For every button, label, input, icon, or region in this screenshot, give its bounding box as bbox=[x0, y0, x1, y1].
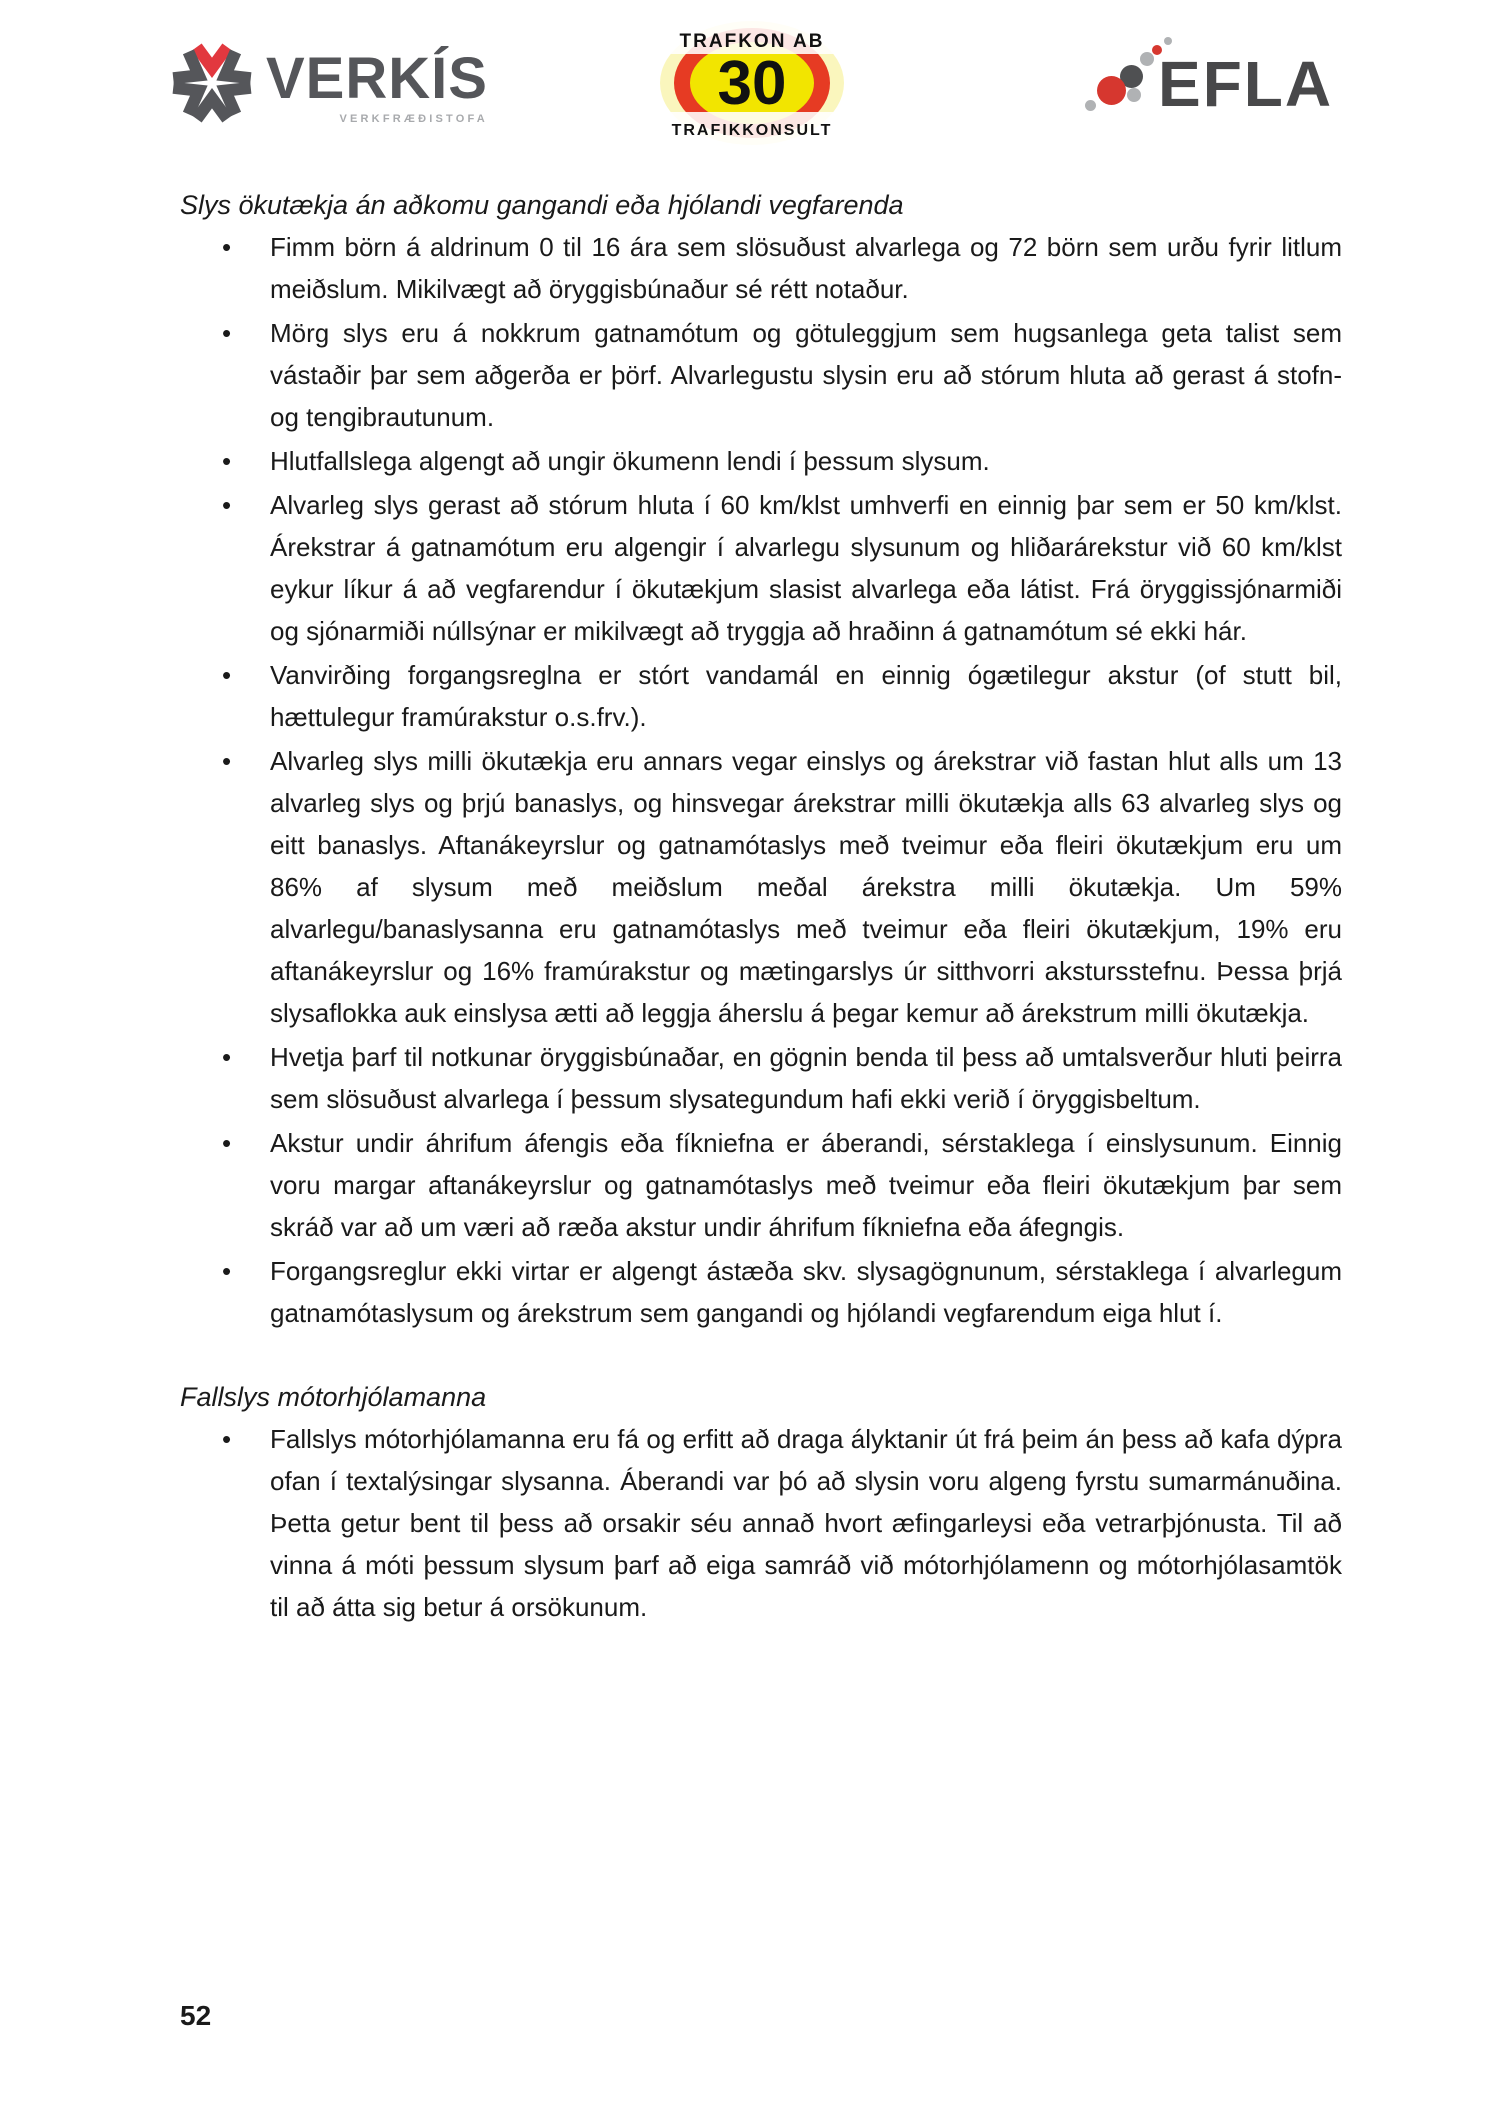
section-heading: Fallslys mótorhjólamanna bbox=[180, 1382, 487, 1412]
bullet-text: Hlutfallslega algengt að ungir ökumenn lendi í þessum slysum. bbox=[270, 446, 990, 476]
bullet-marker: • bbox=[222, 1424, 232, 1454]
efla-dot bbox=[1164, 37, 1172, 45]
bullet-item bbox=[180, 1036, 1342, 1120]
document-body bbox=[180, 184, 1342, 1630]
trafkon-sign-icon bbox=[652, 20, 852, 146]
bullet-text: Forgangsreglur ekki virtar er algengt ástæða skv. slysagögnunum, sérstaklega í alvarlegum gatnamótaslysum og árekstrum sem gangandi og hjólandi vegfarendum eiga hlut í. bbox=[270, 1256, 1342, 1328]
bullet-marker: • bbox=[222, 660, 232, 690]
bullet-item bbox=[180, 1122, 1342, 1248]
trafkon-logo bbox=[652, 20, 852, 146]
bullet-marker: • bbox=[222, 1256, 232, 1286]
efla-dot bbox=[1097, 76, 1126, 105]
trafkon-logo-top-text: TRAFKON AB bbox=[679, 31, 825, 52]
section-motorcycle-falls bbox=[180, 1376, 1342, 1628]
bullet-text: Alvarleg slys milli ökutækja eru annars vegar einslys og árekstrar við fastan hlut alls um 13 alvarleg slys og þrjú banaslys, og hinsvegar árekstrar milli ökutækja alls 63 alvarleg slys og eitt banaslys. Aftanákeyrslur og gatnamótaslys með tveimur eða fleiri ökutækjum eru um 86% af slysum með meiðslum meðal árekstra milli ökutækja. Um 59% alvarlegu/banaslysanna eru gatnamótaslys með tveimur eða fleiri ökutækjum, 19% eru aftanákeyrslur og 16% framúrakstur og mætingarslys úr sitthvorri akstursstefnu. Þessa þrjá slysaflokka auk einslysa ætti að leggja áherslu á þegar kemur að árekstrum milli ökutækja. bbox=[270, 746, 1342, 1028]
bullet-item bbox=[180, 654, 1342, 738]
bullet-marker: • bbox=[222, 746, 232, 776]
bullet-text: Fallslys mótorhjólamanna eru fá og erfitt að draga ályktanir út frá þeim án þess að kafa dýpra ofan í textalýsingar slysanna. Áberandi var þó að slysin voru algeng fyrstu sumarmánuðina. Þetta getur bent til þess að orsakir séu annað hvort æfingarleysi eða vetrarþjónusta. Til að vinna á móti þessum slysum þarf að eiga samráð við mótorhjólamenn og mótorhjólasamtök til að átta sig betur á orsökunum. bbox=[270, 1424, 1342, 1622]
section-heading: Slys ökutækja án aðkomu gangandi eða hjólandi vegfarenda bbox=[180, 190, 904, 220]
bullet-list bbox=[180, 226, 1342, 1334]
bullet-marker: • bbox=[222, 318, 232, 348]
bullet-item bbox=[180, 1418, 1342, 1628]
bullet-marker: • bbox=[222, 1128, 232, 1158]
page-number: 52 bbox=[180, 2000, 212, 2031]
bullet-marker: • bbox=[222, 490, 232, 520]
verkis-mark-icon bbox=[172, 40, 252, 126]
bullet-item bbox=[180, 1250, 1342, 1334]
bullet-marker: • bbox=[222, 232, 232, 262]
bullet-marker: • bbox=[222, 446, 232, 476]
verkis-logo-tagline: VERKFRÆÐISTOFA bbox=[339, 113, 488, 125]
bullet-text: Hvetja þarf til notkunar öryggisbúnaðar, en gögnin benda til þess að umtalsverður hluti þeirra sem slösuðust alvarlega í þessum slysategundum hafi ekki verið í öryggisbeltum. bbox=[270, 1042, 1342, 1114]
bullet-list bbox=[180, 1418, 1342, 1628]
bullet-marker: • bbox=[222, 1042, 232, 1072]
trafkon-logo-number: 30 bbox=[717, 49, 787, 118]
efla-logo-name: EFLA bbox=[1158, 48, 1334, 120]
bullet-text: Mörg slys eru á nokkrum gatnamótum og götuleggjum sem hugsanlega geta talist sem vástaðir þar sem aðgerða er þörf. Alvarlegustu slysin eru að stórum hluta að gerast á stofn- og tengibrautunum. bbox=[270, 318, 1342, 432]
bullet-item bbox=[180, 484, 1342, 652]
trafkon-logo-bottom-text: TRAFIKKONSULT bbox=[671, 122, 833, 139]
verkis-logo-name: VERKÍS bbox=[266, 46, 488, 111]
bullet-text: Vanvirðing forgangsreglna er stórt vandamál en einnig ógætilegur akstur (of stutt bil, hættulegur framúrakstur o.s.frv.). bbox=[270, 660, 1342, 732]
bullet-item bbox=[180, 312, 1342, 438]
efla-dot bbox=[1085, 100, 1096, 111]
verkis-logo-text bbox=[266, 46, 488, 125]
bullet-item bbox=[180, 226, 1342, 310]
bullet-text: Fimm börn á aldrinum 0 til 16 ára sem slösuðust alvarlega og 72 börn sem urðu fyrir litlum meiðslum. Mikilvægt að öryggisbúnaður sé rétt notaður. bbox=[270, 232, 1342, 304]
bullet-text: Alvarleg slys gerast að stórum hluta í 60 km/klst umhverfi en einnig þar sem er 50 km/klst. Árekstrar á gatnamótum eru algengir í alvarlegu slysunum og hliðarárekstur við 60 km/klst eykur líkur á að vegfarendur í ökutækjum slasist alvarlega eða látist. Frá öryggissjónarmiði og sjónarmiði núllsýnar er mikilvægt að tryggja að hraðinn á gatnamótum sé ekki hár. bbox=[270, 490, 1342, 646]
section-vehicle-accidents bbox=[180, 184, 1342, 1334]
efla-logo bbox=[1075, 22, 1355, 134]
efla-dot bbox=[1127, 88, 1141, 102]
verkis-logo bbox=[172, 40, 488, 126]
bullet-item bbox=[180, 740, 1342, 1034]
bullet-item bbox=[180, 440, 1342, 482]
efla-dot bbox=[1140, 52, 1154, 66]
bullet-text: Akstur undir áhrifum áfengis eða fíkniefna er áberandi, sérstaklega í einslysunum. Einnig voru margar aftanákeyrslur og gatnamótaslys með tveimur eða fleiri ökutækjum þar sem skráð var að um væri að ræða akstur undir áhrifum fíkniefna eða áfegngis. bbox=[270, 1128, 1342, 1242]
